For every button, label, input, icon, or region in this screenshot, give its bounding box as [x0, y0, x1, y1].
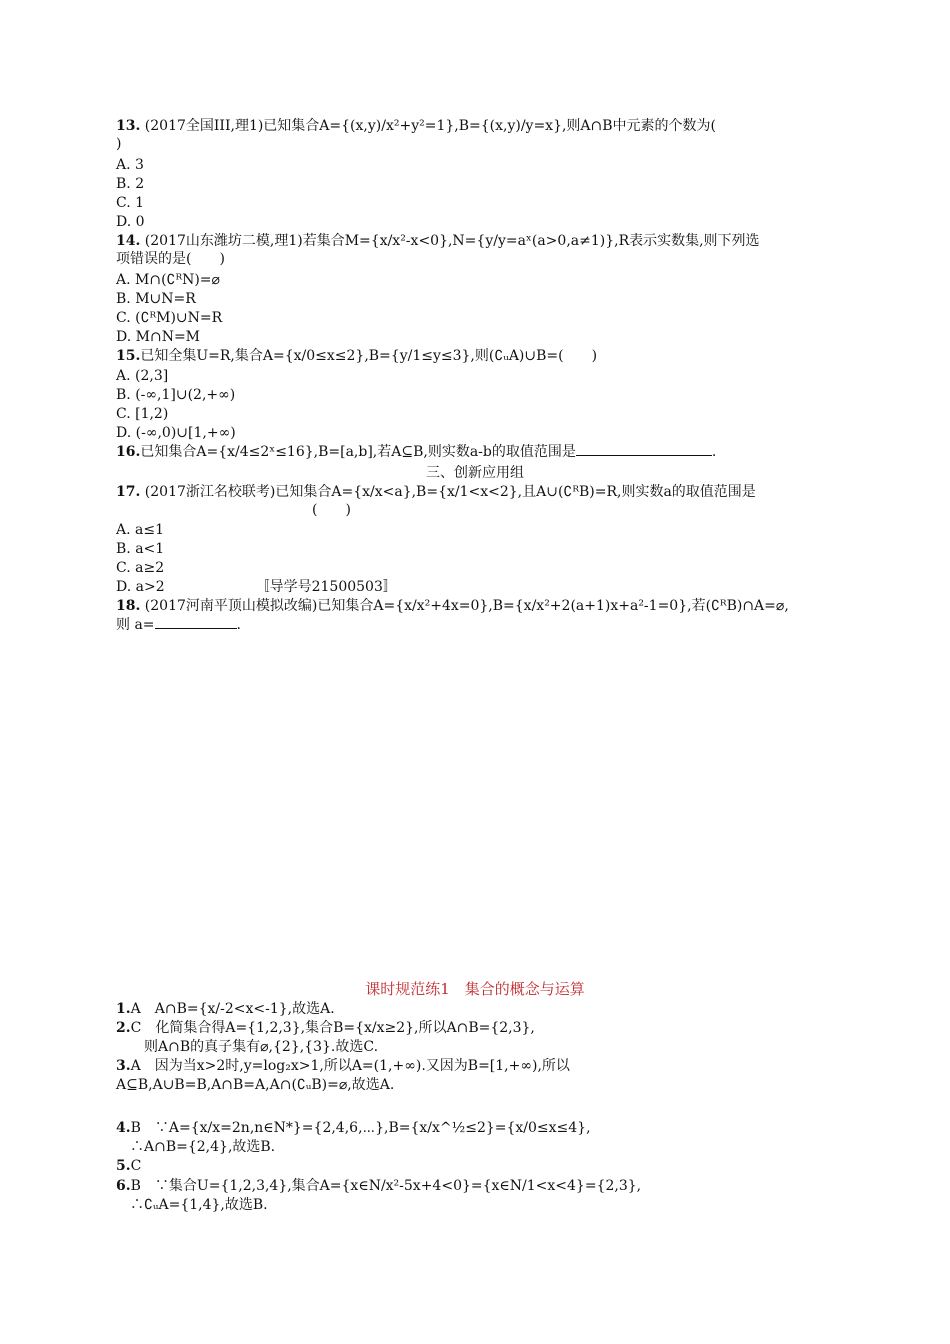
line-text: C	[130, 1158, 142, 1174]
text-line-a4b	[116, 1138, 275, 1156]
text-line-q17C	[116, 559, 164, 577]
text-line-q14D	[116, 328, 200, 346]
line-text: C. 1	[116, 195, 145, 211]
text-line-q17b	[116, 501, 351, 519]
item-number: 18.	[116, 598, 141, 614]
line-text: B. 2	[116, 176, 145, 192]
text-line-q13B	[116, 175, 144, 193]
line-text: C 化简集合得A={1,2,3},集合B={x/x≥2},所以A∩B={2,3},	[130, 1020, 535, 1036]
line-text: 则 a=	[116, 617, 155, 633]
line-text: B. a<1	[116, 541, 165, 557]
line-text: D. 0	[116, 214, 145, 230]
line-text: A 因为当x>2时,y=log₂x>1,所以A=(1,+∞).又因为B=[1,+∞),所以	[130, 1058, 570, 1074]
text-line-q18a	[116, 597, 789, 615]
line-text: 项错误的是( )	[116, 251, 225, 267]
item-number: 15.	[116, 348, 141, 364]
answer-blank[interactable]	[155, 616, 237, 629]
text-line-a4	[116, 1119, 591, 1137]
line-text: (2017全国III,理1)已知集合A={(x,y)/x²+y²=1},B={(x,y)/y=x},则A∩B中元素的个数为(	[140, 118, 717, 134]
item-number: 5.	[116, 1158, 131, 1174]
text-line-q13a	[116, 117, 716, 135]
text-line-a3a	[116, 1057, 570, 1075]
answer-blank[interactable]	[576, 443, 712, 456]
item-number: 3.	[116, 1058, 131, 1074]
text-line-a5	[116, 1157, 141, 1175]
line-text: A A∩B={x/-2<x<-1},故选A.	[130, 1001, 335, 1017]
item-number: 1.	[116, 1001, 131, 1017]
text-line-q14C	[116, 309, 222, 327]
line-text: 已知集合A={x/4≤2ˣ≤16},B=[a,b],若A⊆B,则实数a-b的取值范围是	[140, 444, 576, 460]
line-text: (2017山东潍坊二模,理1)若集合M={x/x²-x<0},N={y/y=aˣ(a>0,a≠1)},R表示实数集,则下列选	[140, 233, 760, 249]
item-number: 4.	[116, 1120, 131, 1136]
line-text: 则A∩B的真子集有⌀,{2},{3}.故选C.	[116, 1039, 379, 1055]
line-text: ∴∁ᵤA={1,4},故选B.	[116, 1197, 268, 1213]
line-text: B. (-∞,1]∪(2,+∞)	[116, 387, 236, 403]
line-text: B ∵A={x/x=2n,n∈N*}={2,4,6,⋯},B={x/x^½≤2}={x/0≤x≤4},	[130, 1120, 591, 1136]
line-text: C. a≥2	[116, 560, 165, 576]
line-text: D. (-∞,0)∪[1,+∞)	[116, 425, 236, 441]
section-heading: 三、创新应用组	[426, 465, 524, 481]
text-line-a3b	[116, 1076, 394, 1094]
text-line-q17D	[116, 578, 397, 596]
line-text: (2017浙江名校联考)已知集合A={x/x<a},B={x/1<x<2},且A∪(∁ᴿB)=R,则实数a的取值范围是	[140, 484, 756, 500]
text-line-a1	[116, 1000, 335, 1018]
line-text: A⊆B,A∪B=B,A∩B=A,A∩(∁ᵤB)=⌀,故选A.	[116, 1077, 395, 1093]
line-text: )	[116, 136, 122, 152]
item-number: 6.	[116, 1178, 131, 1194]
text-line-q14A	[116, 271, 220, 289]
text-line-q14b	[116, 250, 225, 268]
text-line-q17A	[116, 521, 164, 539]
text-line-q14a	[116, 232, 760, 250]
text-line-q18b	[116, 616, 241, 634]
text-line-q17B	[116, 540, 164, 558]
line-text: A. a≤1	[116, 522, 164, 538]
text-line-q13D	[116, 213, 145, 231]
text-line-q13C	[116, 194, 144, 212]
text-line-q15B	[116, 386, 235, 404]
text-line-a6	[116, 1177, 641, 1195]
item-number: 2.	[116, 1020, 131, 1036]
line-text: ∴A∩B={2,4},故选B.	[116, 1139, 276, 1155]
text-line-a2b	[116, 1038, 378, 1056]
text-line-q15	[116, 347, 597, 365]
line-text: A. M∩(∁ᴿN)=⌀	[116, 272, 220, 288]
line-text: (2017河南平顶山模拟改编)已知集合A={x/x²+4x=0},B={x/x²+2(a+1)x+a²-1=0},若(∁ᴿB)∩A=⌀,	[140, 598, 789, 614]
line-text: 已知全集U=R,集合A={x/0≤x≤2},B={y/1≤y≤3},则(∁ᵤA)∪B=( )	[140, 348, 598, 364]
text-line-q15D	[116, 424, 236, 442]
item-number: 17.	[116, 484, 141, 500]
text-line-q13b	[116, 135, 121, 153]
line-text: B. M∪N=R	[116, 291, 196, 307]
line-text: ( )	[116, 502, 351, 518]
text-line-q13A	[116, 156, 144, 174]
item-number: 16.	[116, 444, 141, 460]
line-text: D. M∩N=M	[116, 329, 201, 345]
line-text: C. [1,2)	[116, 406, 169, 422]
line-text: B ∵集合U={1,2,3,4},集合A={x∈N/x²-5x+4<0}={x∈N/1<x<4}={2,3},	[130, 1178, 642, 1194]
line-text: A. 3	[116, 157, 144, 173]
item-number: 13.	[116, 118, 141, 134]
answer-title: 课时规范练1 集合的概念与运算	[365, 980, 585, 998]
text-line-q17a	[116, 483, 756, 501]
text-line-q16	[116, 443, 716, 461]
text-line-a6b	[116, 1196, 268, 1214]
item-number: 14.	[116, 233, 141, 249]
text-line-q14B	[116, 290, 196, 308]
line-text: A. (2,3]	[116, 368, 169, 384]
line-end: .	[236, 617, 241, 633]
text-line-a2a	[116, 1019, 535, 1037]
line-text: C. (∁ᴿM)∪N=R	[116, 310, 223, 326]
text-line-q15A	[116, 367, 168, 385]
text-line-q15C	[116, 405, 168, 423]
line-text: D. a>2 〚导学号21500503〛	[116, 579, 397, 595]
line-end: .	[711, 444, 717, 460]
